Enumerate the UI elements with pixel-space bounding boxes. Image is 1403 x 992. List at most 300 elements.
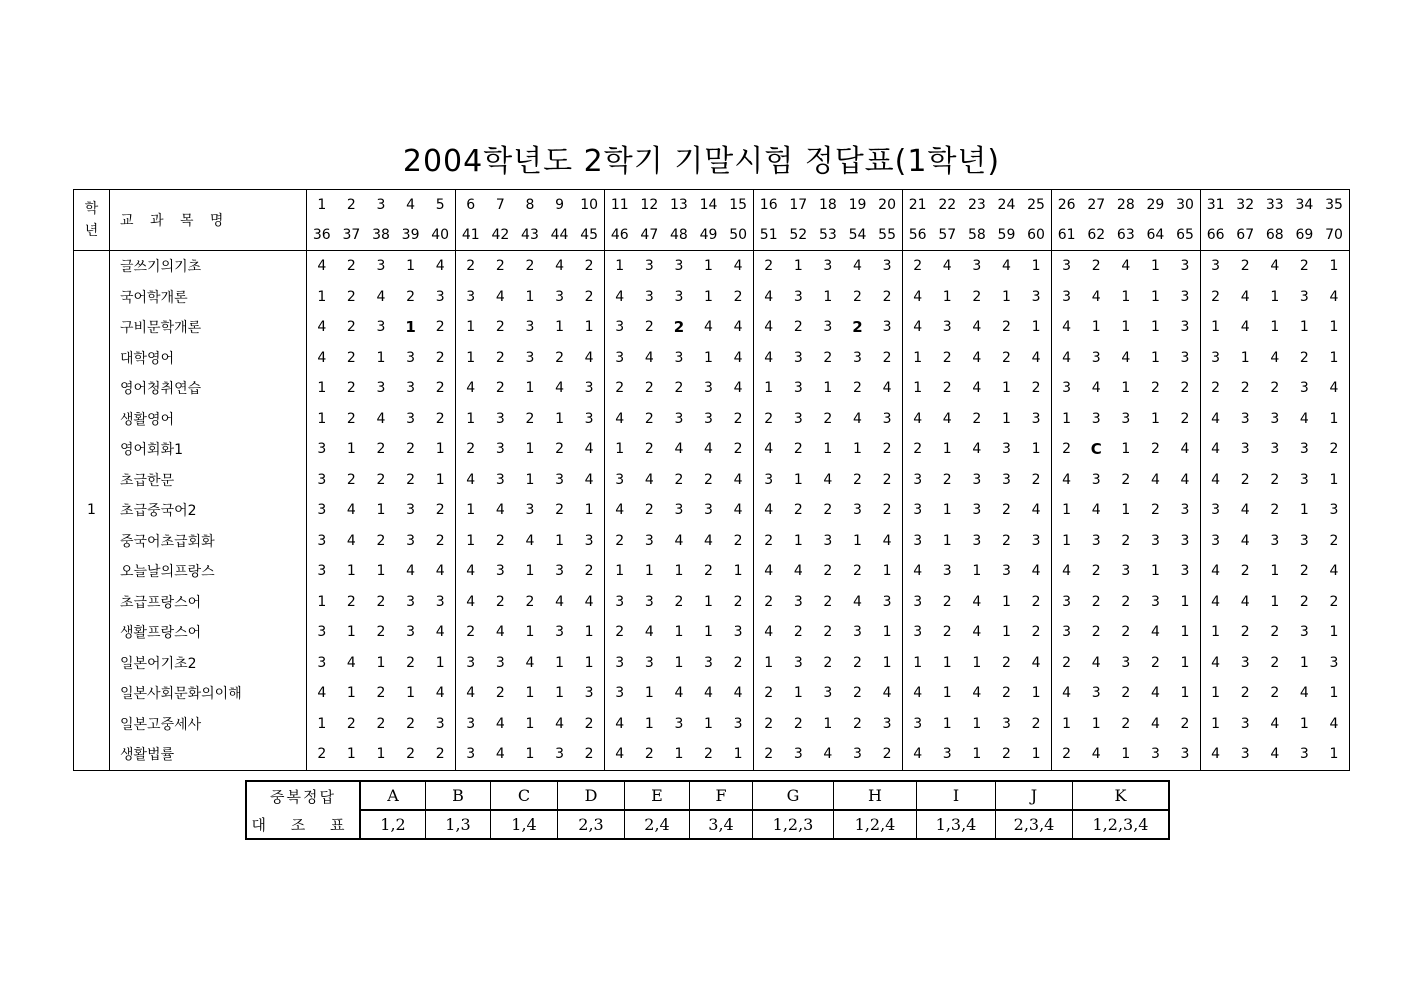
answer-cell: 4 — [764, 441, 774, 458]
answer-cell: 2 — [406, 746, 416, 763]
answer-cell: 4 — [574, 587, 604, 618]
answer-cell: 1 — [704, 624, 713, 641]
answer-cell: 3 — [1170, 343, 1200, 374]
answer-cell: 3 — [1001, 471, 1011, 488]
reference-value: 1,3 — [426, 810, 491, 839]
answer-cell: 1 — [704, 349, 713, 366]
question-number-bottom: 57 — [932, 220, 962, 251]
answer-cell: 1 — [1121, 380, 1131, 397]
answer-cell: 4 — [1319, 709, 1349, 740]
answer-cell: 4 — [674, 685, 684, 702]
answer-cell: 3 — [615, 349, 625, 366]
answer-cell: 2 — [674, 471, 684, 488]
answer-cell: 2 — [555, 502, 564, 519]
answer-cell: 2 — [942, 624, 952, 641]
question-number-bottom: 67 — [1230, 220, 1260, 251]
answer-cell: 3 — [1299, 380, 1309, 397]
answer-cell: 4 — [644, 624, 654, 641]
answer-cell: 3 — [406, 410, 416, 427]
answer-cell: 2 — [1091, 593, 1101, 610]
answer-cell: 4 — [1319, 282, 1349, 313]
answer-cell: 3 — [823, 319, 833, 336]
answer-cell: 3 — [574, 404, 604, 435]
answer-cell: 1 — [913, 349, 923, 366]
answer-cell: 2 — [346, 319, 356, 336]
answer-cell: 2 — [644, 319, 654, 336]
question-number-top: 31 — [1206, 197, 1225, 213]
answer-cell: 4 — [764, 288, 774, 305]
answer-cell: 4 — [704, 685, 713, 702]
answer-cell: 4 — [1240, 319, 1250, 336]
answer-cell: 3 — [674, 288, 684, 305]
answer-cell: 1 — [704, 258, 713, 275]
answer-cell: 1 — [723, 556, 753, 587]
answer-cell: 1 — [1270, 288, 1280, 305]
answer-cell: 2 — [673, 318, 685, 337]
answer-cell: 4 — [1240, 502, 1250, 519]
answer-cell: 1 — [466, 319, 476, 336]
answer-cell: 2 — [1240, 624, 1250, 641]
answer-cell: 1 — [1319, 617, 1349, 648]
answer-cell: 1 — [1170, 617, 1200, 648]
reference-code: C — [491, 781, 558, 810]
answer-cell: 3 — [376, 319, 386, 336]
answer-cell: 4 — [723, 465, 753, 496]
answer-cell: 1 — [644, 715, 654, 732]
answer-cell: 1 — [674, 563, 684, 580]
answer-cell: 2 — [525, 593, 535, 610]
answer-cell: 4 — [1170, 465, 1200, 496]
answer-cell: 1 — [555, 319, 564, 336]
answer-cell: 2 — [723, 587, 753, 618]
answer-cell: 3 — [495, 410, 505, 427]
answer-cell: 4 — [466, 563, 476, 580]
answer-cell: 3 — [615, 685, 625, 702]
answer-cell: 3 — [1299, 441, 1309, 458]
answer-cell: 2 — [723, 648, 753, 679]
subject-name: 생활영어 — [110, 404, 307, 435]
answer-cell: 2 — [1170, 709, 1200, 740]
answer-cell: 3 — [317, 471, 327, 488]
answer-cell: 1 — [1121, 746, 1131, 763]
answer-cell: 3 — [853, 624, 862, 641]
answer-cell: 2 — [525, 258, 535, 275]
answer-cell: 1 — [1121, 319, 1131, 336]
answer-cell: 1 — [466, 349, 476, 366]
answer-cell: 4 — [495, 288, 505, 305]
answer-cell: 2 — [1150, 502, 1160, 519]
answer-cell: 2 — [644, 380, 654, 397]
answer-cell: 2 — [406, 471, 416, 488]
answer-cell: 2 — [872, 282, 902, 313]
answer-cell: 4 — [704, 532, 713, 549]
answer-cell: 2 — [555, 441, 564, 458]
answer-cell: 1 — [793, 685, 803, 702]
answer-cell: 3 — [1001, 441, 1011, 458]
answer-cell: 2 — [406, 288, 416, 305]
answer-cell: 3 — [872, 404, 902, 435]
answer-cell: 4 — [525, 532, 535, 549]
answer-cell: 4 — [1021, 495, 1051, 526]
answer-cell: 2 — [495, 685, 505, 702]
answer-cell: 2 — [615, 532, 625, 549]
answer-cell: 3 — [574, 373, 604, 404]
answer-cell: 2 — [425, 739, 455, 770]
answer-cell: 2 — [1150, 654, 1160, 671]
answer-cell: 4 — [1299, 685, 1309, 702]
subject-name: 생활법률 — [110, 739, 307, 770]
grade-cell: 1 — [74, 251, 110, 771]
answer-cell: 1 — [1091, 715, 1101, 732]
question-number-top: 3 — [376, 197, 386, 213]
answer-cell: 2 — [1091, 563, 1101, 580]
answer-cell: 3 — [644, 593, 654, 610]
answer-cell: 1 — [1170, 648, 1200, 679]
answer-cell: 2 — [1270, 471, 1280, 488]
answer-cell: 4 — [1062, 471, 1072, 488]
answer-cell: 3 — [942, 319, 952, 336]
answer-cell: 3 — [1091, 532, 1101, 549]
answer-cell: 1 — [723, 739, 753, 770]
answer-cell: 4 — [1021, 648, 1051, 679]
reference-code: J — [996, 781, 1073, 810]
reference-label-bottom: 대 조 표 — [246, 810, 360, 839]
answer-cell: 3 — [1062, 258, 1072, 275]
question-number-bottom: 66 — [1200, 220, 1230, 251]
answer-cell: 2 — [466, 441, 476, 458]
answer-cell: 1 — [1001, 624, 1011, 641]
answer-cell: 1 — [1319, 465, 1349, 496]
question-number-top: 1 — [317, 197, 327, 213]
answer-cell: 4 — [723, 678, 753, 709]
question-number-top: 29 — [1146, 197, 1165, 213]
answer-cell: 2 — [376, 532, 386, 549]
answer-cell: 3 — [972, 471, 982, 488]
answer-cell: 2 — [644, 502, 654, 519]
question-number-top: 23 — [967, 197, 986, 213]
answer-cell: 2 — [1299, 563, 1309, 580]
answer-cell: 3 — [704, 410, 713, 427]
answer-cell: 1 — [574, 648, 604, 679]
answer-cell: 3 — [1170, 282, 1200, 313]
answer-cell: 1 — [1121, 502, 1131, 519]
answer-cell: 4 — [317, 685, 327, 702]
question-number-top: 10 — [574, 190, 604, 221]
answer-cell: 3 — [972, 258, 982, 275]
answer-cell: 3 — [1121, 563, 1131, 580]
question-number-top: 15 — [723, 190, 753, 221]
answer-cell: 1 — [704, 715, 713, 732]
question-number-bottom: 50 — [723, 220, 753, 251]
answer-cell: 1 — [525, 685, 535, 702]
answer-cell: 3 — [723, 709, 753, 740]
answer-cell: 3 — [793, 288, 803, 305]
answer-cell: 2 — [495, 319, 505, 336]
answer-cell: 1 — [1299, 715, 1309, 732]
question-number-top: 19 — [848, 197, 867, 213]
answer-cell: 1 — [1211, 715, 1221, 732]
answer-cell: 3 — [1211, 349, 1221, 366]
answer-cell: 4 — [525, 654, 535, 671]
answer-cell: 1 — [704, 593, 713, 610]
answer-cell: 2 — [853, 288, 862, 305]
answer-cell: 4 — [1211, 563, 1221, 580]
answer-cell: 4 — [466, 685, 476, 702]
answer-cell: 4 — [913, 288, 923, 305]
answer-cell: 4 — [555, 593, 564, 610]
answer-cell: 4 — [1211, 746, 1221, 763]
answer-cell: 2 — [674, 593, 684, 610]
answer-cell: 4 — [872, 678, 902, 709]
answer-cell: 3 — [913, 624, 923, 641]
answer-cell: 2 — [1001, 685, 1011, 702]
question-number-top: 35 — [1319, 190, 1349, 221]
grade-header — [74, 190, 110, 251]
answer-cell: 4 — [723, 343, 753, 374]
question-number-top: 17 — [789, 197, 808, 213]
answer-cell: 1 — [1211, 624, 1221, 641]
answer-cell: 2 — [1319, 526, 1349, 557]
answer-cell: 4 — [346, 502, 356, 519]
question-number-bottom: 44 — [545, 220, 575, 251]
question-number-top: 11 — [610, 197, 629, 213]
answer-cell: 2 — [425, 373, 455, 404]
answer-cell: 3 — [555, 563, 564, 580]
answer-cell: 2 — [466, 258, 476, 275]
answer-cell: 2 — [913, 258, 923, 275]
answer-cell: 1 — [1319, 343, 1349, 374]
reference-value: 2,3,4 — [996, 810, 1073, 839]
answer-cell: 1 — [376, 746, 386, 763]
answer-cell: 1 — [425, 465, 455, 496]
answer-cell: 3 — [425, 709, 455, 740]
answer-cell: 1 — [793, 471, 803, 488]
answer-cell: 3 — [466, 654, 476, 671]
answer-cell: 4 — [1240, 532, 1250, 549]
answer-cell: 4 — [1270, 715, 1280, 732]
answer-cell: 1 — [466, 532, 476, 549]
answer-cell: 2 — [555, 349, 564, 366]
answer-cell: 2 — [346, 288, 356, 305]
answer-cell: 1 — [1319, 678, 1349, 709]
answer-cell: 3 — [1270, 410, 1280, 427]
answer-cell: 4 — [317, 319, 327, 336]
answer-cell: 2 — [1270, 380, 1280, 397]
answer-cell: 1 — [525, 624, 535, 641]
answer-cell: 3 — [644, 258, 654, 275]
subject-name: 영어회화1 — [110, 434, 307, 465]
question-number-bottom: 41 — [455, 220, 485, 251]
answer-cell: 3 — [1170, 312, 1200, 343]
answer-cell: 1 — [1299, 319, 1309, 336]
subject-name: 영어청취연습 — [110, 373, 307, 404]
answer-cell: 1 — [823, 715, 833, 732]
answer-cell: 1 — [644, 563, 654, 580]
answer-cell: 2 — [644, 746, 654, 763]
answer-cell: 3 — [1021, 526, 1051, 557]
table-row — [74, 587, 1350, 618]
answer-cell: 3 — [1211, 502, 1221, 519]
answer-cell: 4 — [1319, 373, 1349, 404]
answer-cell: 2 — [1170, 404, 1200, 435]
answer-cell: 3 — [1299, 624, 1309, 641]
question-number-bottom: 42 — [486, 220, 516, 251]
answer-cell: 3 — [1170, 251, 1200, 282]
table-row — [74, 495, 1350, 526]
answer-cell: 3 — [823, 685, 833, 702]
answer-cell: 1 — [1062, 715, 1072, 732]
answer-cell: 1 — [942, 288, 952, 305]
answer-cell: 2 — [793, 441, 803, 458]
answer-cell: 1 — [346, 746, 356, 763]
question-number-bottom: 65 — [1170, 220, 1200, 251]
answer-cell: 4 — [346, 532, 356, 549]
answer-cell: 3 — [793, 654, 803, 671]
subject-header: 교 과 목 명 — [110, 190, 307, 251]
question-number-top: 33 — [1265, 197, 1284, 213]
answer-cell: 2 — [425, 312, 455, 343]
answer-cell: 4 — [1091, 288, 1101, 305]
answer-cell: 2 — [1211, 380, 1221, 397]
answer-cell: 1 — [1150, 410, 1160, 427]
answer-cell: 4 — [615, 288, 625, 305]
question-number-bottom: 61 — [1051, 220, 1081, 251]
answer-cell: 2 — [1021, 587, 1051, 618]
answer-cell: 4 — [555, 715, 564, 732]
answer-cell: 1 — [1270, 593, 1280, 610]
answer-cell: 4 — [1240, 288, 1250, 305]
answer-cell: 4 — [1150, 685, 1160, 702]
answer-cell: 1 — [1319, 404, 1349, 435]
answer-cell: 4 — [972, 319, 982, 336]
question-number-bottom: 55 — [872, 220, 902, 251]
answer-cell: 4 — [704, 319, 713, 336]
answer-cell: 2 — [1062, 441, 1072, 458]
question-number-top: 32 — [1236, 197, 1255, 213]
subject-name: 글쓰기의기초 — [110, 251, 307, 282]
answer-cell: 2 — [574, 739, 604, 770]
answer-cell: 3 — [1150, 746, 1160, 763]
answer-cell: 2 — [1001, 746, 1011, 763]
grade-header-char: 학 — [84, 201, 99, 217]
answer-cell: 2 — [942, 593, 952, 610]
answer-cell: 2 — [317, 746, 327, 763]
answer-cell: 1 — [425, 648, 455, 679]
answer-cell: 2 — [1091, 624, 1101, 641]
table-row — [74, 526, 1350, 557]
answer-cell: 4 — [495, 624, 505, 641]
question-number-bottom: 60 — [1021, 220, 1051, 251]
answer-cell: 4 — [1150, 624, 1160, 641]
answer-cell: 3 — [913, 502, 923, 519]
answer-cell: 2 — [1121, 532, 1131, 549]
page-title: 2004학년도 2학기 기말시험 정답표(1학년) — [402, 144, 1001, 179]
answer-cell: 4 — [1121, 349, 1131, 366]
answer-cell: 2 — [1240, 685, 1250, 702]
answer-cell: 2 — [376, 471, 386, 488]
answer-cell: 4 — [972, 441, 982, 458]
answer-cell: 3 — [793, 410, 803, 427]
answer-cell: 2 — [346, 593, 356, 610]
answer-cell: 1 — [1270, 563, 1280, 580]
answer-cell: 4 — [1021, 556, 1051, 587]
answer-cell: 3 — [674, 258, 684, 275]
answer-cell: 2 — [764, 258, 774, 275]
answer-cell: 3 — [615, 471, 625, 488]
answer-cell: 3 — [1001, 715, 1011, 732]
answer-cell: 1 — [1001, 380, 1011, 397]
answer-cell: 1 — [1021, 251, 1051, 282]
answer-cell: 1 — [872, 556, 902, 587]
answer-cell: 2 — [823, 349, 833, 366]
question-number-bottom: 37 — [337, 220, 367, 251]
answer-cell: 2 — [1150, 380, 1160, 397]
answer-cell: 1 — [1150, 258, 1160, 275]
answer-cell: 1 — [1319, 739, 1349, 770]
answer-cell: 1 — [1150, 288, 1160, 305]
answer-cell: 4 — [1270, 349, 1280, 366]
answer-cell: 3 — [1170, 495, 1200, 526]
answer-cell: 2 — [1121, 624, 1131, 641]
answer-cell: 1 — [823, 441, 833, 458]
reference-code: A — [360, 781, 426, 810]
question-number-bottom: 45 — [574, 220, 604, 251]
answer-cell: 2 — [1062, 746, 1072, 763]
answer-cell: 3 — [615, 319, 625, 336]
answer-cell: 2 — [764, 593, 774, 610]
answer-cell: 2 — [574, 282, 604, 313]
answer-cell: 3 — [555, 288, 564, 305]
reference-value: 1,2 — [360, 810, 426, 839]
answer-cell: 1 — [674, 654, 684, 671]
answer-cell: 4 — [346, 654, 356, 671]
answer-cell: 1 — [1001, 593, 1011, 610]
answer-cell: 4 — [1211, 410, 1221, 427]
answer-cell: 4 — [872, 526, 902, 557]
answer-cell: 2 — [1240, 258, 1250, 275]
grade-header-char: 년 — [84, 223, 99, 239]
answer-cell: 4 — [764, 349, 774, 366]
answer-cell: 4 — [1062, 685, 1072, 702]
answer-cell: 3 — [674, 502, 684, 519]
answer-cell: 1 — [913, 380, 923, 397]
answer-cell: 1 — [615, 563, 625, 580]
answer-cell: 3 — [1150, 532, 1160, 549]
table-row — [74, 434, 1350, 465]
answer-cell: 3 — [1091, 685, 1101, 702]
question-number-bottom: 46 — [604, 220, 634, 251]
subject-name: 국어학개론 — [110, 282, 307, 313]
answer-cell: 3 — [1021, 404, 1051, 435]
answer-cell: 3 — [704, 502, 713, 519]
answer-cell: 4 — [853, 258, 862, 275]
question-number-bottom: 38 — [366, 220, 396, 251]
header-row-top — [74, 190, 1350, 221]
answer-cell: 4 — [723, 495, 753, 526]
answer-cell: 3 — [1240, 746, 1250, 763]
answer-cell: 2 — [495, 258, 505, 275]
table-row — [74, 617, 1350, 648]
answer-cell: 2 — [346, 715, 356, 732]
answer-cell: 4 — [574, 465, 604, 496]
answer-cell: 2 — [723, 434, 753, 465]
question-number-top: 12 — [640, 197, 659, 213]
answer-cell: 2 — [1270, 502, 1280, 519]
answer-cell: 4 — [913, 685, 923, 702]
answer-cell: 1 — [376, 502, 386, 519]
answer-cell: 4 — [793, 563, 803, 580]
answer-cell: 2 — [853, 380, 862, 397]
